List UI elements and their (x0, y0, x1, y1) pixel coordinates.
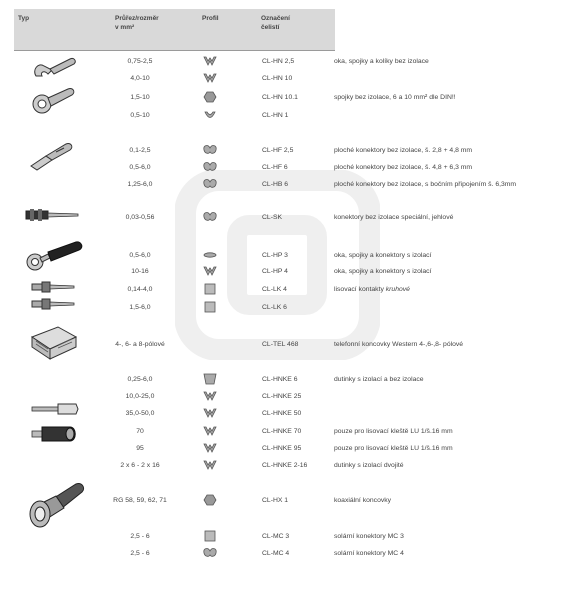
header-prurez-unit: v mm² (115, 24, 135, 31)
row-size: 0,5-6,0 (129, 164, 151, 171)
oval-profile-icon (202, 249, 218, 261)
row-code: CL-HP 4 (262, 268, 288, 275)
row-code: CL-HN 2,5 (262, 58, 295, 65)
row-code: CL-HP 3 (262, 252, 288, 259)
row-size: 0,14-4,0 (127, 286, 153, 293)
table-header (14, 9, 335, 51)
row-size: 2 x 6 - 2 x 16 (120, 462, 160, 469)
row-code: CL-HF 2,5 (262, 147, 294, 154)
row-desc: solární konektory MC 4 (334, 550, 404, 557)
row-code: CL-HNKE 95 (262, 445, 302, 452)
row-code: CL-HN 10 (262, 75, 293, 82)
heart-profile-icon (202, 144, 218, 156)
row-desc-prefix: lisovací kontakty (334, 286, 386, 293)
row-size: 0,5-10 (130, 112, 150, 119)
row-desc-italic: kruhové (385, 286, 410, 293)
row-code: CL-LK 4 (262, 286, 287, 293)
insulated-ring-terminal-icon (24, 240, 86, 274)
double-v-profile-icon (202, 459, 218, 471)
heart-profile-icon (202, 211, 218, 223)
row-size: 1,5-10 (130, 94, 150, 101)
hexagon-profile-icon (202, 494, 218, 506)
row-desc: dutinky s izolací dvojité (334, 462, 404, 469)
row-size: 35,0-50,0 (125, 410, 155, 417)
insulated-ferrule-icon (30, 425, 80, 443)
row-size: 0,75-2,5 (127, 58, 153, 65)
row-size: 0,03-0,56 (125, 214, 155, 221)
row-size: 2,5 - 6 (130, 550, 150, 557)
round-contact-icon (30, 298, 76, 310)
heart-profile-icon (202, 178, 218, 190)
row-desc: pouze pro lisovací kleště LU 1/š.16 mm (334, 445, 453, 452)
row-desc: oka, spojky a konektory s izolací (334, 252, 432, 259)
row-size: 0,25-6,0 (127, 376, 153, 383)
row-code: CL-SK (262, 214, 283, 221)
row-desc: oka, spojky a kolíky bez izolace (334, 58, 429, 65)
row-desc: ploché konektory bez izolace, s bočním připojením š. 6,3mm (334, 181, 517, 188)
wire-ferrule-icon (30, 402, 80, 416)
row-code: CL-TEL 468 (262, 341, 299, 348)
row-size: 10-16 (131, 268, 149, 275)
double-v-profile-icon (202, 55, 218, 67)
square-profile-icon (202, 530, 218, 542)
header-celisti: čelistí (261, 24, 280, 31)
row-desc: ploché konektory bez izolace, š. 2,8 + 4,8 mm (334, 147, 473, 154)
header-oznaceni: Označení (261, 15, 290, 22)
fork-terminal-icon (30, 56, 80, 84)
row-code: CL-HN 10.1 (262, 94, 298, 101)
row-code: CL-HN 1 (262, 112, 289, 119)
row-code: CL-MC 3 (262, 533, 290, 540)
row-size: 70 (136, 428, 144, 435)
row-code: CL-HNKE 25 (262, 393, 302, 400)
row-code: CL-HNKE 2-16 (262, 462, 308, 469)
row-size: 0,1-2,5 (129, 147, 151, 154)
header-profil: Profil (202, 15, 219, 22)
square-profile-icon (202, 283, 218, 295)
v-profile-icon (202, 109, 218, 121)
bnc-coax-connector-icon (24, 478, 88, 532)
square-profile-icon (202, 301, 218, 313)
double-v-profile-icon (202, 425, 218, 437)
row-code: CL-LK 6 (262, 304, 287, 311)
double-v-profile-icon (202, 72, 218, 84)
rj-connector-icon (28, 323, 80, 361)
row-code: CL-HX 1 (262, 497, 289, 504)
row-code: CL-HNKE 70 (262, 428, 302, 435)
row-size: RG 58, 59, 62, 71 (113, 497, 167, 504)
double-v-profile-icon (202, 407, 218, 419)
row-desc: oka, spojky a konektory s izolací (334, 268, 432, 275)
row-desc (334, 285, 410, 294)
row-size: 10,0-25,0 (125, 393, 155, 400)
row-size: 0,5-6,0 (129, 252, 151, 259)
row-code: CL-HB 6 (262, 181, 289, 188)
row-desc: solární konektory MC 3 (334, 533, 404, 540)
row-desc: ploché konektory bez izolace, š. 4,8 + 6,3 mm (334, 164, 473, 171)
header-prurez: Průřez/rozměr (115, 15, 159, 22)
row-size: 4,0-10 (130, 75, 150, 82)
hexagon-profile-icon (202, 91, 218, 103)
double-v-profile-icon (202, 390, 218, 402)
row-desc: pouze pro lisovací kleště LU 1/š.16 mm (334, 428, 453, 435)
row-desc: koaxiální koncovky (334, 497, 392, 504)
row-size: 2,5 - 6 (130, 533, 150, 540)
row-desc: konektory bez izolace speciální, jehlové (334, 214, 454, 221)
heart-profile-icon (202, 161, 218, 173)
row-desc: spojky bez izolace, 6 a 10 mm² dle DIN!! (334, 94, 456, 101)
flat-connector-icon (28, 140, 78, 174)
row-code: CL-HNKE 50 (262, 410, 302, 417)
needle-connector-icon (24, 207, 82, 223)
ring-terminal-icon (30, 86, 78, 116)
heart-profile-icon (202, 547, 218, 559)
row-desc: telefonní koncovky Western 4-,6-,8- pólové (334, 341, 464, 348)
row-size: 95 (136, 445, 144, 452)
trapezoid-profile-icon (202, 373, 218, 385)
round-contact-icon (30, 281, 76, 293)
double-v-profile-icon (202, 265, 218, 277)
row-size: 1,25-6,0 (127, 181, 153, 188)
row-code: CL-HNKE 6 (262, 376, 298, 383)
row-code: CL-MC 4 (262, 550, 290, 557)
header-typ: Typ (18, 15, 30, 22)
row-size: 4-, 6- a 8-pólové (115, 341, 165, 348)
double-v-profile-icon (202, 442, 218, 454)
row-size: 1,5-6,0 (129, 304, 151, 311)
row-code: CL-HF 6 (262, 164, 288, 171)
row-desc: dutinky s izolací a bez izolace (334, 376, 424, 383)
